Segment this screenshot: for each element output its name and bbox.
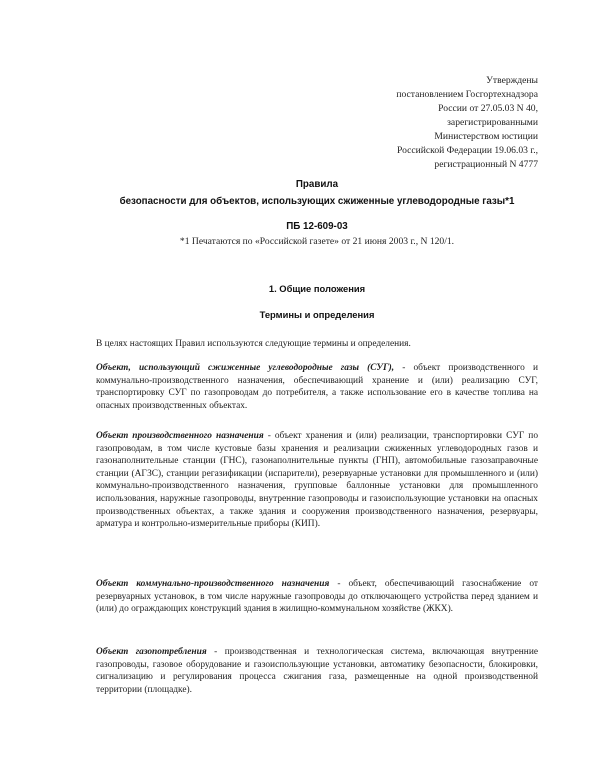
definition-paragraph — [96, 578, 538, 616]
approval-line: России от 27.05.03 N 40, — [438, 103, 538, 114]
approval-line: Министерством юстиции — [434, 131, 538, 142]
definition-term: Объект газопотребления — [96, 647, 207, 657]
definition-term: Объект, использующий сжиженные углеводородные газы (СУГ), — [96, 363, 395, 373]
definition-text: - объект, обеспечивающий газоснабжение от резервуарных установок, в том числе наружные газопроводы до отключающего устройства перед зданием и (или) до ограждающих конструкций здания в жилищно-коммунальном хозяйстве (ЖКХ). — [96, 579, 538, 615]
approval-line: Утверждены — [486, 75, 538, 86]
document-title — [96, 176, 538, 235]
definition-term: Объект коммунально-производственного назначения — [96, 579, 330, 589]
definition-text: - объект хранения и (или) реализации, транспортировки СУГ по газопроводам, в том числе кустовые базы хранения и реализации сжиженных углеводородных газов и газонаполнительные станции (ГНС), газонаполнительные пункты (ГНП), автомобильные газозаправочные станции (АГЗС), станции регазификации (испарители), резервуарные установки для промышленного и (или) коммунально-производственного назначения, групповые баллонные установки для промышленного использования, наружные газопроводы, внутренние газопроводы и газоиспользующие установки на опасных производственных объектах, а также здания и сооружения производственного назначения, резервуары, арматура и контрольно-измерительные приборы (КИП). — [96, 431, 539, 530]
title-line-1: Правила — [295, 179, 339, 190]
definition-paragraph — [96, 430, 538, 531]
definition-paragraph — [96, 362, 538, 412]
title-line-2: безопасности для объектов, использующих сжиженные углеводородные газы*1 — [119, 196, 515, 207]
definition-text: - производственная и технологическая система, включающая внутренние газопроводы, газовое оборудование и газоиспользующие установки, автоматику безопасности, блокировки, сигнализацию и регулирования процесса сжигания газа, размещенные на одной производственной территории (площадке). — [96, 647, 538, 695]
section-subheading: Термины и определения — [259, 309, 375, 320]
approval-line: зарегистрированными — [447, 117, 538, 128]
approval-line: постановлением Госгортехнадзора — [396, 89, 538, 100]
approval-line: Российской Федерации 19.06.03 г., — [396, 145, 538, 156]
intro-paragraph: В целях настоящих Правил используются следующие термины и определения. — [96, 339, 411, 349]
approval-block — [396, 74, 538, 172]
approval-line: регистрационный N 4777 — [434, 159, 538, 170]
definition-term: Объект производственного назначения — [96, 431, 264, 441]
document-code: ПБ 12-609-03 — [286, 221, 348, 232]
definition-paragraph — [96, 646, 538, 696]
section-heading: 1. Общие положения — [268, 283, 366, 294]
definition-text: - объект производственного и коммунально-производственного назначения, обеспечивающий хранение и (или) реализацию СУГ, транспортировку СУГ по газопроводам до потребителя, а также использование его в качестве топлива на опасных производственных объектах. — [96, 363, 538, 411]
footnote: *1 Печатаются по «Российской газете» от 21 июня 2003 г., N 120/1. — [179, 236, 455, 247]
